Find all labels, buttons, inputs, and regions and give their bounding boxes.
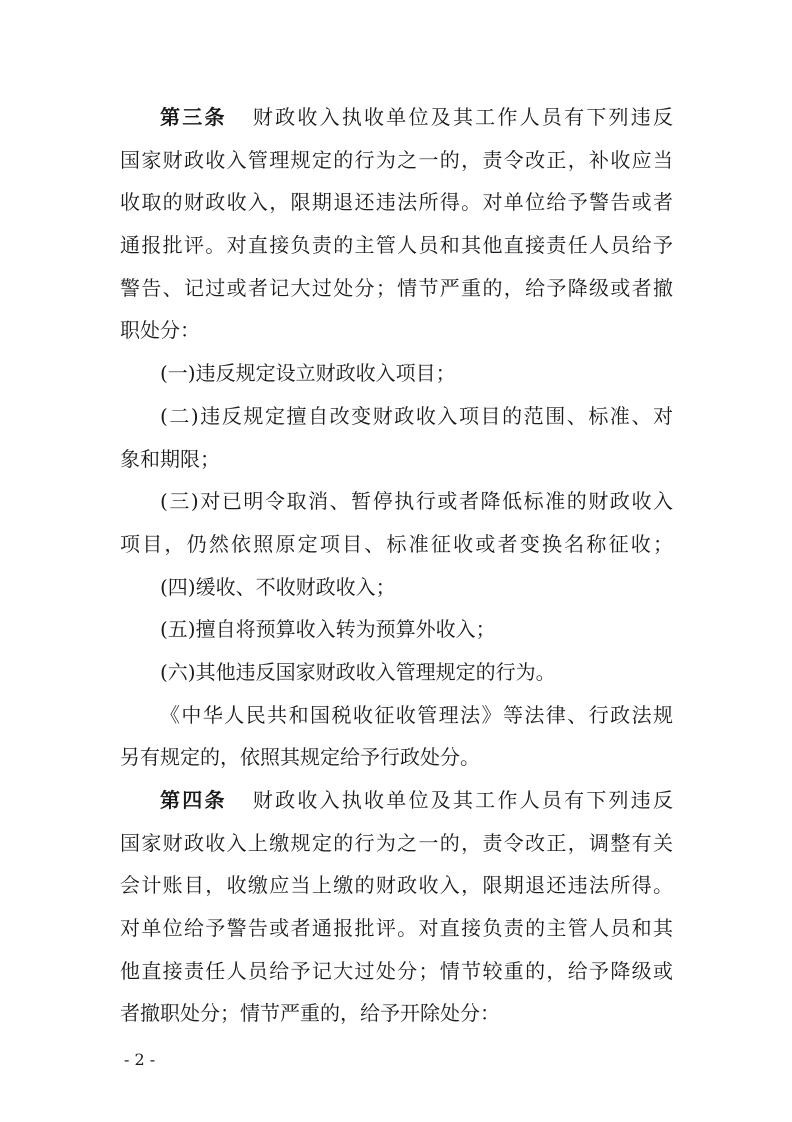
list-item-continuation: 象和期限； xyxy=(120,446,220,471)
article-3-line: 国家财政收入管理规定的行为之一的，责令改正，补收应当 xyxy=(120,147,673,172)
article-3-text: 财政收入执收单位及其工作人员有下列违反 xyxy=(250,105,674,129)
article-3-line: 警告、记过或者记大过处分；情节严重的，给予降级或者撤 xyxy=(120,275,673,300)
article-3-first-line xyxy=(120,96,673,139)
article-4-first-line xyxy=(120,779,673,822)
list-item: (三)对已明令取消、暂停执行或者降低标准的财政收入 xyxy=(160,489,673,514)
article-4-line: 他直接责任人员给予记大过处分；情节较重的，给予降级或 xyxy=(120,958,673,983)
article-4-heading: 第四条 xyxy=(160,788,227,812)
list-item: (五)擅自将预算收入转为预算外收入； xyxy=(160,617,496,642)
article-3-heading: 第三条 xyxy=(160,105,227,129)
article-4-line: 者撤职处分；情节严重的，给予开除处分： xyxy=(120,1001,500,1026)
closing-paragraph-line: 另有规定的，依照其规定给予行政处分。 xyxy=(120,745,480,770)
list-item-continuation: 项目，仍然依照原定项目、标准征收或者变换名称征收； xyxy=(120,531,673,556)
list-item: (六)其他违反国家财政收入管理规定的行为。 xyxy=(160,659,556,684)
list-item: (一)违反规定设立财政收入项目； xyxy=(160,361,456,386)
article-3-line: 收取的财政收入，限期退还违法所得。对单位给予警告或者 xyxy=(120,190,673,215)
article-4-line: 会计账目，收缴应当上缴的财政收入，限期退还违法所得。 xyxy=(120,873,673,898)
article-4-line: 国家财政收入上缴规定的行为之一的，责令改正，调整有关 xyxy=(120,830,673,855)
page-number: - 2 - xyxy=(124,1050,156,1069)
list-item: (二)违反规定擅自改变财政收入项目的范围、标准、对 xyxy=(160,403,673,428)
document-body xyxy=(120,96,673,1035)
article-4-text: 财政收入执收单位及其工作人员有下列违反 xyxy=(250,788,674,812)
list-item: (四)缓收、不收财政收入； xyxy=(160,574,396,599)
closing-paragraph-line: 《中华人民共和国税收征收管理法》等法律、行政法规 xyxy=(160,702,673,727)
article-4-line: 对单位给予警告或者通报批评。对直接负责的主管人员和其 xyxy=(120,916,673,941)
article-3-line: 通报批评。对直接负责的主管人员和其他直接责任人员给予 xyxy=(120,233,673,258)
article-3-line: 职处分： xyxy=(120,318,200,343)
